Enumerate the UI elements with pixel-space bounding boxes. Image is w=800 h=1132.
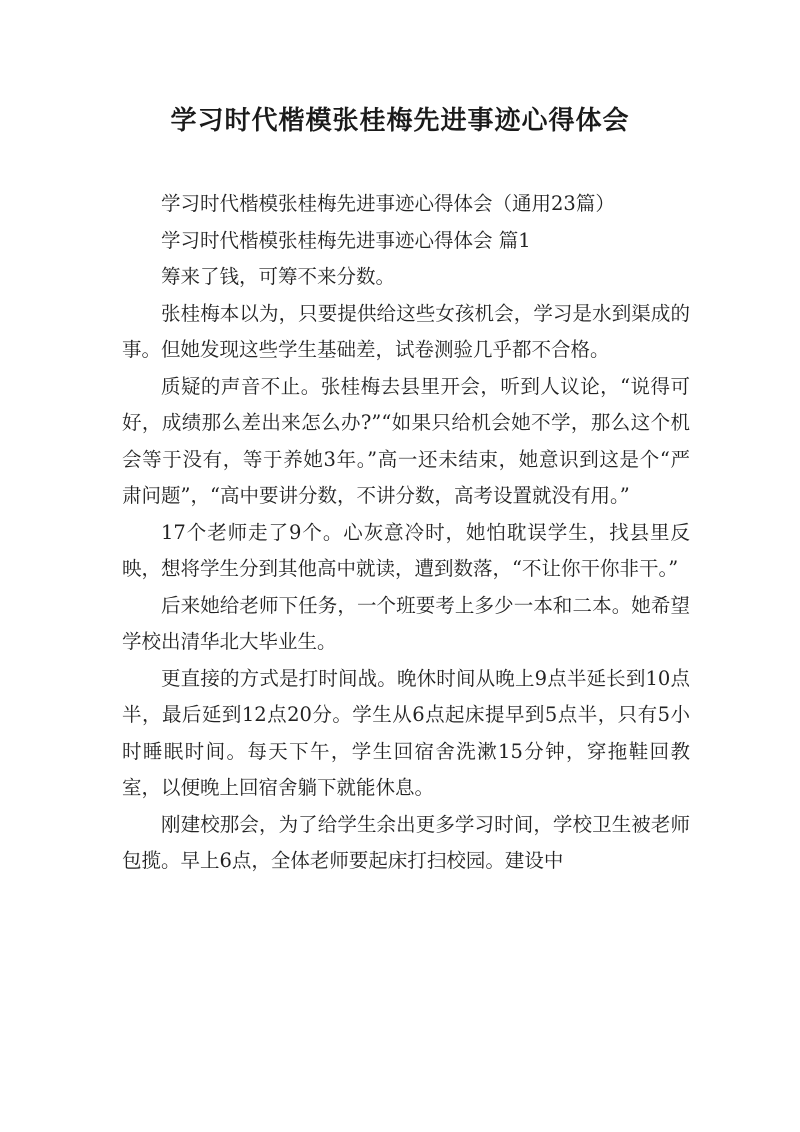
document-title: 学习时代楷模张桂梅先进事迹心得体会 — [170, 106, 630, 136]
paragraph: 刚建校那会，为了给学生余出更多学习时间，学校卫生被老师包揽。早上6点，全体老师要起床打扫校园。建设中 — [122, 812, 690, 872]
paragraph: 筹来了钱，可筹不来分数。 — [161, 265, 396, 288]
paragraph: 学习时代楷模张桂梅先进事迹心得体会 篇1 — [161, 228, 531, 252]
paragraph: 更直接的方式是打时间战。晚休时间从晚上9点半延长到10点半，最后延到12点20分。学生从6点起床提早到5点半，只有5小时睡眠时间。每天下午，学生回宿舍洗漱15分钟，穿拖鞋回教室，以便晚上回宿舍躺下就能休息。 — [122, 666, 690, 799]
paragraph: 后来她给老师下任务，一个班要考上多少一本和二本。她希望学校出清华北大毕业生。 — [122, 593, 690, 653]
paragraph: 学习时代楷模张桂梅先进事迹心得体会（通用23篇） — [161, 192, 615, 215]
paragraph: 张桂梅本以为，只要提供给这些女孩机会，学习是水到渠成的事。但她发现这些学生基础差，试卷测验几乎都不合格。 — [122, 301, 690, 361]
document-body — [122, 186, 690, 880]
paragraph: 17个老师走了9个。心灰意冷时，她怕耽误学生，找县里反映，想将学生分到其他高中就读，遭到数落，“不让你干你非干。” — [122, 520, 690, 580]
paragraph: 质疑的声音不止。张桂梅去县里开会，听到人议论，“说得可好，成绩那么差出来怎么办?”“如果只给机会她不学，那么这个机会等于没有，等于养她3年。”高一还未结束，她意识到这是个“严肃问题”，“高中要讲分数，不讲分数，高考设置就没有用。” — [122, 374, 690, 507]
